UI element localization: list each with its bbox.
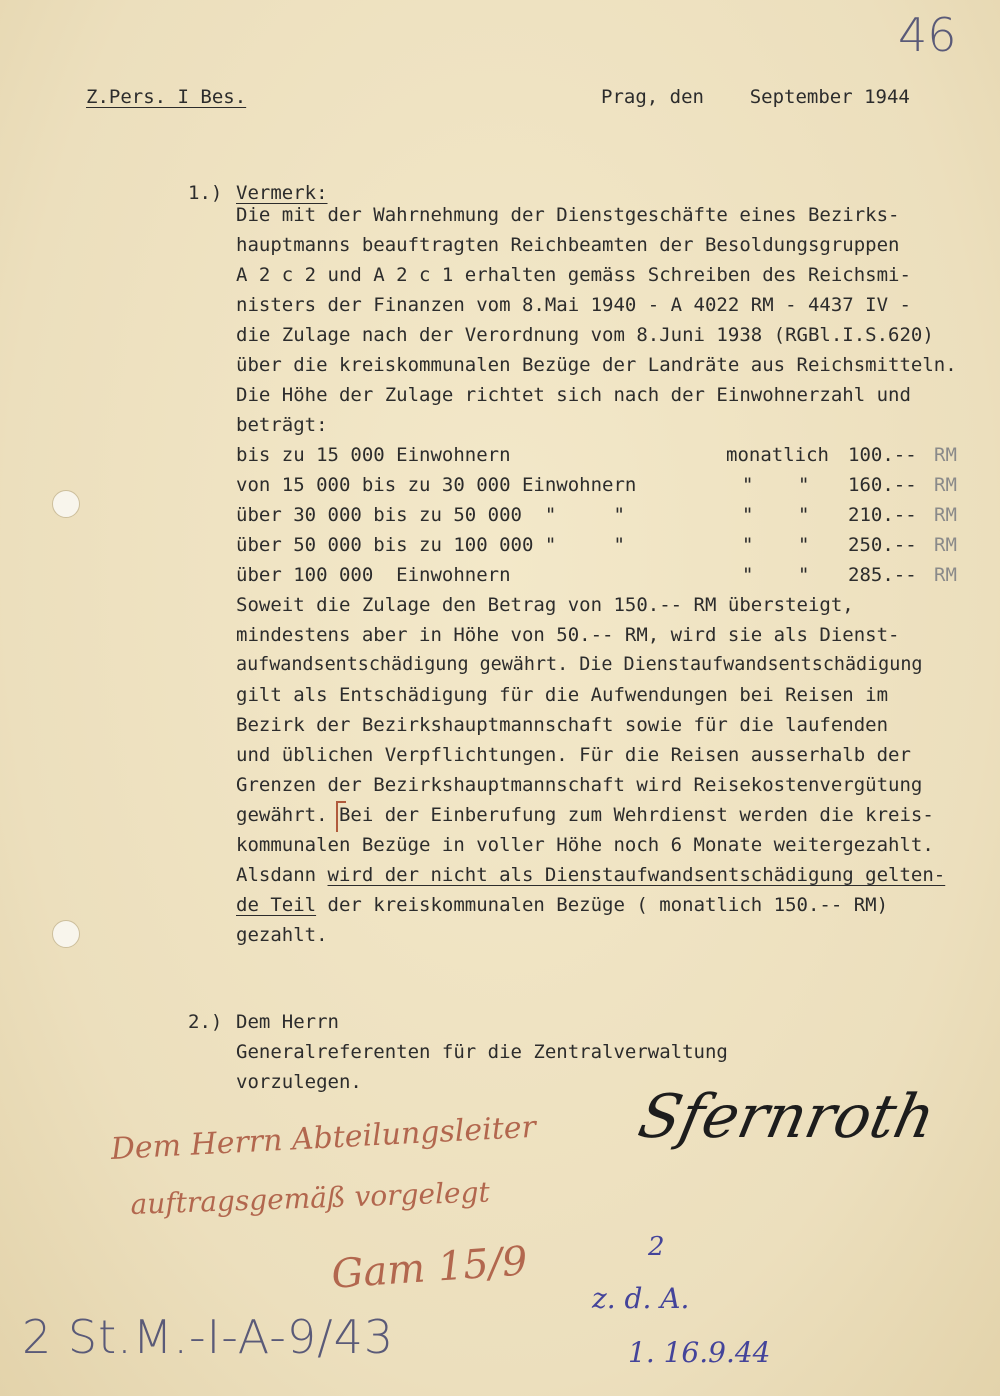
text-line: die Zulage nach der Verordnung vom 8.Juni 1938 (RGBl.I.S.620) xyxy=(236,324,934,346)
text-line: mindestens aber in Höhe von 50.-- RM, wird sie als Dienst- xyxy=(236,624,900,646)
table-row-unit: RM xyxy=(934,564,957,586)
handwritten-note: auftragsgemäß vorgelegt xyxy=(130,1175,491,1221)
text-line: Die Höhe der Zulage richtet sich nach der Einwohnerzahl und xyxy=(236,384,911,406)
handwritten-note: Dem Herrn Abteilungsleiter xyxy=(110,1109,537,1167)
table-row-amount: 100.-- xyxy=(848,444,917,466)
text-line: hauptmanns beauftragten Reichbeamten der Besoldungsgruppen xyxy=(236,234,900,256)
text-line: Soweit die Zulage den Betrag von 150.-- RM übersteigt, xyxy=(236,594,854,616)
table-row-unit: RM xyxy=(934,474,957,496)
handwritten-initials-date: Gam 15/9 xyxy=(330,1238,530,1298)
bracket-mark-icon xyxy=(334,800,348,834)
table-row-qualifier: monatlich xyxy=(726,444,829,466)
table-row-qualifier: " xyxy=(742,474,754,496)
text-line: vorzulegen. xyxy=(236,1071,362,1093)
text-line: gewährt. Bei der Einberufung zum Wehrdienst werden die kreis- xyxy=(236,804,934,826)
text-line: nisters der Finanzen vom 8.Mai 1940 - A 4022 RM - 4437 IV - xyxy=(236,294,911,316)
table-row-qualifier: " xyxy=(798,564,810,586)
table-row-qualifier: " xyxy=(742,564,754,586)
table-row-unit: RM xyxy=(934,444,957,466)
table-row-label: bis zu 15 000 Einwohnern xyxy=(236,444,511,466)
table-row-qualifier: " xyxy=(798,534,810,556)
table-row-qualifier: " xyxy=(798,474,810,496)
text-line: beträgt: xyxy=(236,414,328,436)
table-row-amount: 210.-- xyxy=(848,504,917,526)
text-line: A 2 c 2 und A 2 c 1 erhalten gemäss Schreiben des Reichsmi- xyxy=(236,264,911,286)
table-row-qualifier: " xyxy=(798,504,810,526)
handwritten-mark: 1. 16.9.44 xyxy=(628,1336,771,1369)
text-line xyxy=(236,860,945,890)
text-line: Bezirk der Bezirkshauptmannschaft sowie für die laufenden xyxy=(236,714,889,736)
section1-number: 1.) xyxy=(188,182,223,204)
text-line: aufwandsentschädigung gewährt. Die Dienstaufwandsentschädigung xyxy=(236,654,923,675)
table-row-label: von 15 000 bis zu 30 000 Einwohnern xyxy=(236,474,637,496)
table-row-unit: RM xyxy=(934,534,957,556)
section2-number: 2.) xyxy=(188,1011,223,1033)
text-line: Dem Herrn xyxy=(236,1011,339,1033)
page-number: 46 xyxy=(898,8,957,62)
table-row-amount: 285.-- xyxy=(848,564,917,586)
text-line: Grenzen der Bezirkshauptmannschaft wird Reisekostenvergütung xyxy=(236,774,923,796)
text-fragment: Alsdann xyxy=(236,864,328,886)
text-line: über die kreiskommunalen Bezüge der Landräte aus Reichsmitteln. xyxy=(236,354,957,376)
signature: Sfernroth xyxy=(632,1082,942,1152)
file-reference: Z.Pers. I Bes. xyxy=(86,86,247,108)
table-row-amount: 250.-- xyxy=(848,534,917,556)
table-row-label: über 30 000 bis zu 50 000 " " xyxy=(236,504,625,526)
table-row-amount: 160.-- xyxy=(848,474,917,496)
text-line: gezahlt. xyxy=(236,924,328,946)
underlined-text: wird der nicht als Dienstaufwandsentschädigung gelten- xyxy=(327,864,946,886)
place-date: Prag, den September 1944 xyxy=(601,86,910,108)
table-row-qualifier: " xyxy=(742,534,754,556)
handwritten-file-number: 2 St.M.-I-A-9/43 xyxy=(22,1310,395,1364)
text-line: Die mit der Wahrnehmung der Dienstgeschäfte eines Bezirks- xyxy=(236,204,900,226)
section1-heading: Vermerk: xyxy=(236,182,328,204)
handwritten-mark: 2 xyxy=(648,1232,665,1262)
table-row-qualifier: " xyxy=(742,504,754,526)
handwritten-mark: z. d. A. xyxy=(592,1282,690,1315)
underlined-text: de Teil xyxy=(236,894,317,916)
table-row-unit: RM xyxy=(934,504,957,526)
punch-hole-bottom xyxy=(52,920,80,948)
table-row-label: über 50 000 bis zu 100 000 " " xyxy=(236,534,625,556)
table-row-label: über 100 000 Einwohnern xyxy=(236,564,511,586)
text-line: gilt als Entschädigung für die Aufwendungen bei Reisen im xyxy=(236,684,889,706)
text-line: kommunalen Bezüge in voller Höhe noch 6 Monate weitergezahlt. xyxy=(236,834,934,856)
text-line: Generalreferenten für die Zentralverwaltung xyxy=(236,1041,728,1063)
text-fragment: der kreiskommunalen Bezüge ( monatlich 150.-- RM) xyxy=(316,894,889,916)
text-line xyxy=(236,890,888,920)
punch-hole-top xyxy=(52,490,80,518)
text-line: und üblichen Verpflichtungen. Für die Reisen ausserhalb der xyxy=(236,744,911,766)
